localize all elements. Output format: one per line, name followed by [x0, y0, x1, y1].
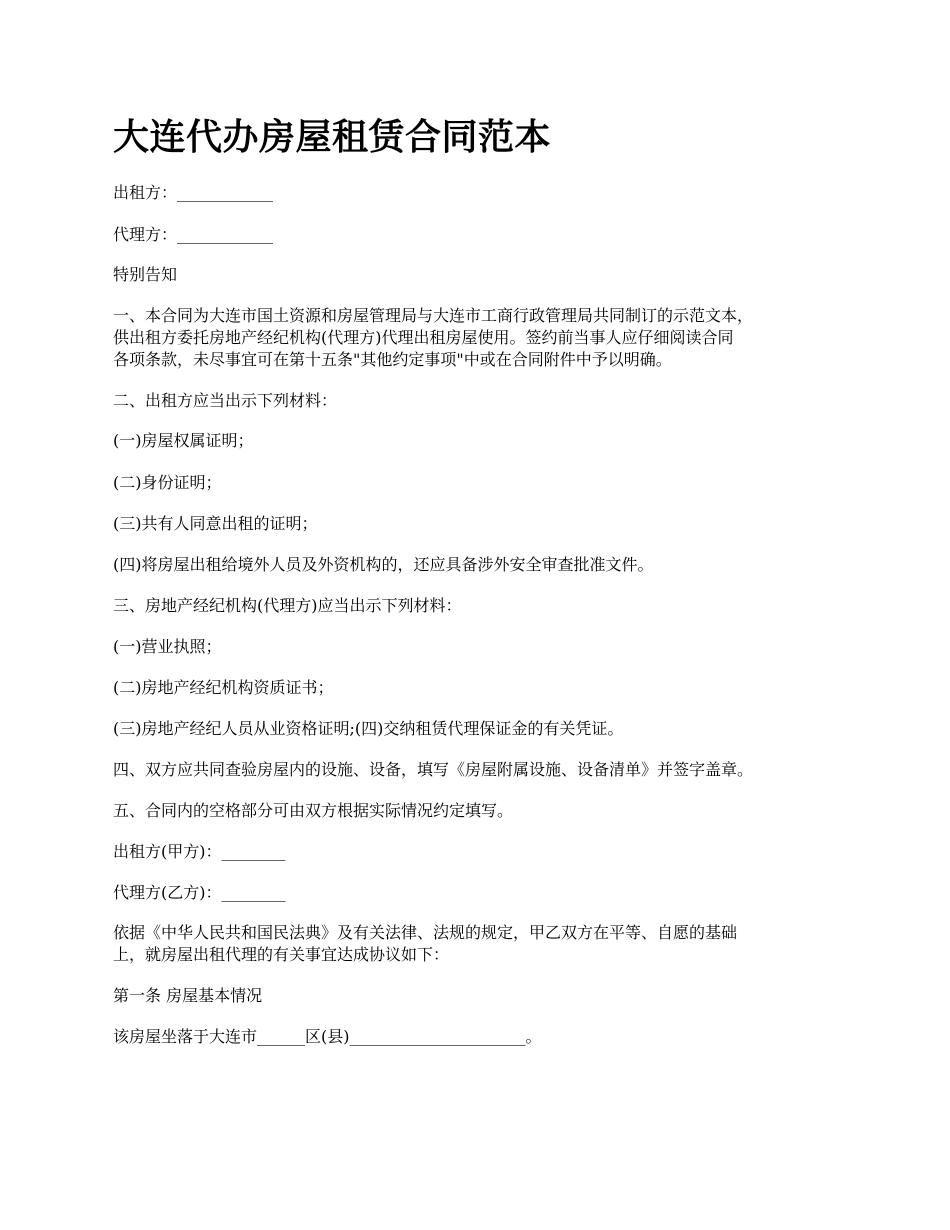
notice-3-item-3: (三)房地产经纪人员从业资格证明;(四)交纳租赁代理保证金的有关凭证。: [113, 719, 624, 738]
party-a-line: 出租方(甲方)：________: [113, 842, 286, 861]
notice-1-line-3: 各项条款，未尽事宜可在第十五条"其他约定事项"中或在合同附件中予以明确。: [113, 350, 672, 369]
lessor-line: 出租方：____________: [113, 183, 274, 202]
notice-2-item-4: (四)将房屋出租给境外人员及外资机构的，还应具备涉外安全审查批准文件。: [113, 555, 654, 574]
article-1-heading: 第一条 房屋基本情况: [113, 986, 263, 1005]
article-1-location: 该房屋坐落于大连市______区(县)______________________。: [113, 1027, 542, 1046]
agent-line: 代理方：____________: [113, 225, 274, 244]
notice-2-item-2: (二)身份证明；: [113, 473, 222, 492]
basis-line-2: 上，就房屋出租代理的有关事宜达成协议如下：: [113, 945, 450, 964]
notice-2-item-1: (一)房屋权属证明；: [113, 431, 254, 450]
notice-1-line-1: 一、本合同为大连市国土资源和房屋管理局与大连市工商行政管理局共同制订的示范文本，: [113, 306, 754, 325]
notice-3-item-1: (一)营业执照；: [113, 637, 222, 656]
notice-4: 四、双方应共同查验房屋内的设施、设备，填写《房屋附属设施、设备清单》并签字盖章。: [113, 760, 754, 779]
notice-2-item-3: (三)共有人同意出租的证明；: [113, 514, 318, 533]
party-b-line: 代理方(乙方)：________: [113, 883, 286, 902]
notice-heading: 特别告知: [113, 265, 178, 284]
notice-1-line-2: 供出租方委托房地产经纪机构(代理方)代理出租房屋使用。签约前当事人应仔细阅读合同: [113, 328, 734, 347]
basis-line-1: 依据《中华人民共和国民法典》及有关法律、法规的规定，甲乙双方在平等、自愿的基础: [113, 923, 738, 942]
notice-3: 三、房地产经纪机构(代理方)应当出示下列材料：: [113, 596, 462, 615]
notice-3-item-2: (二)房地产经纪机构资质证书；: [113, 678, 334, 697]
notice-2: 二、出租方应当出示下列材料：: [113, 391, 338, 410]
document-title: 大连代办房屋租赁合同范本: [113, 116, 552, 158]
notice-5: 五、合同内的空格部分可由双方根据实际情况约定填写。: [113, 801, 514, 820]
